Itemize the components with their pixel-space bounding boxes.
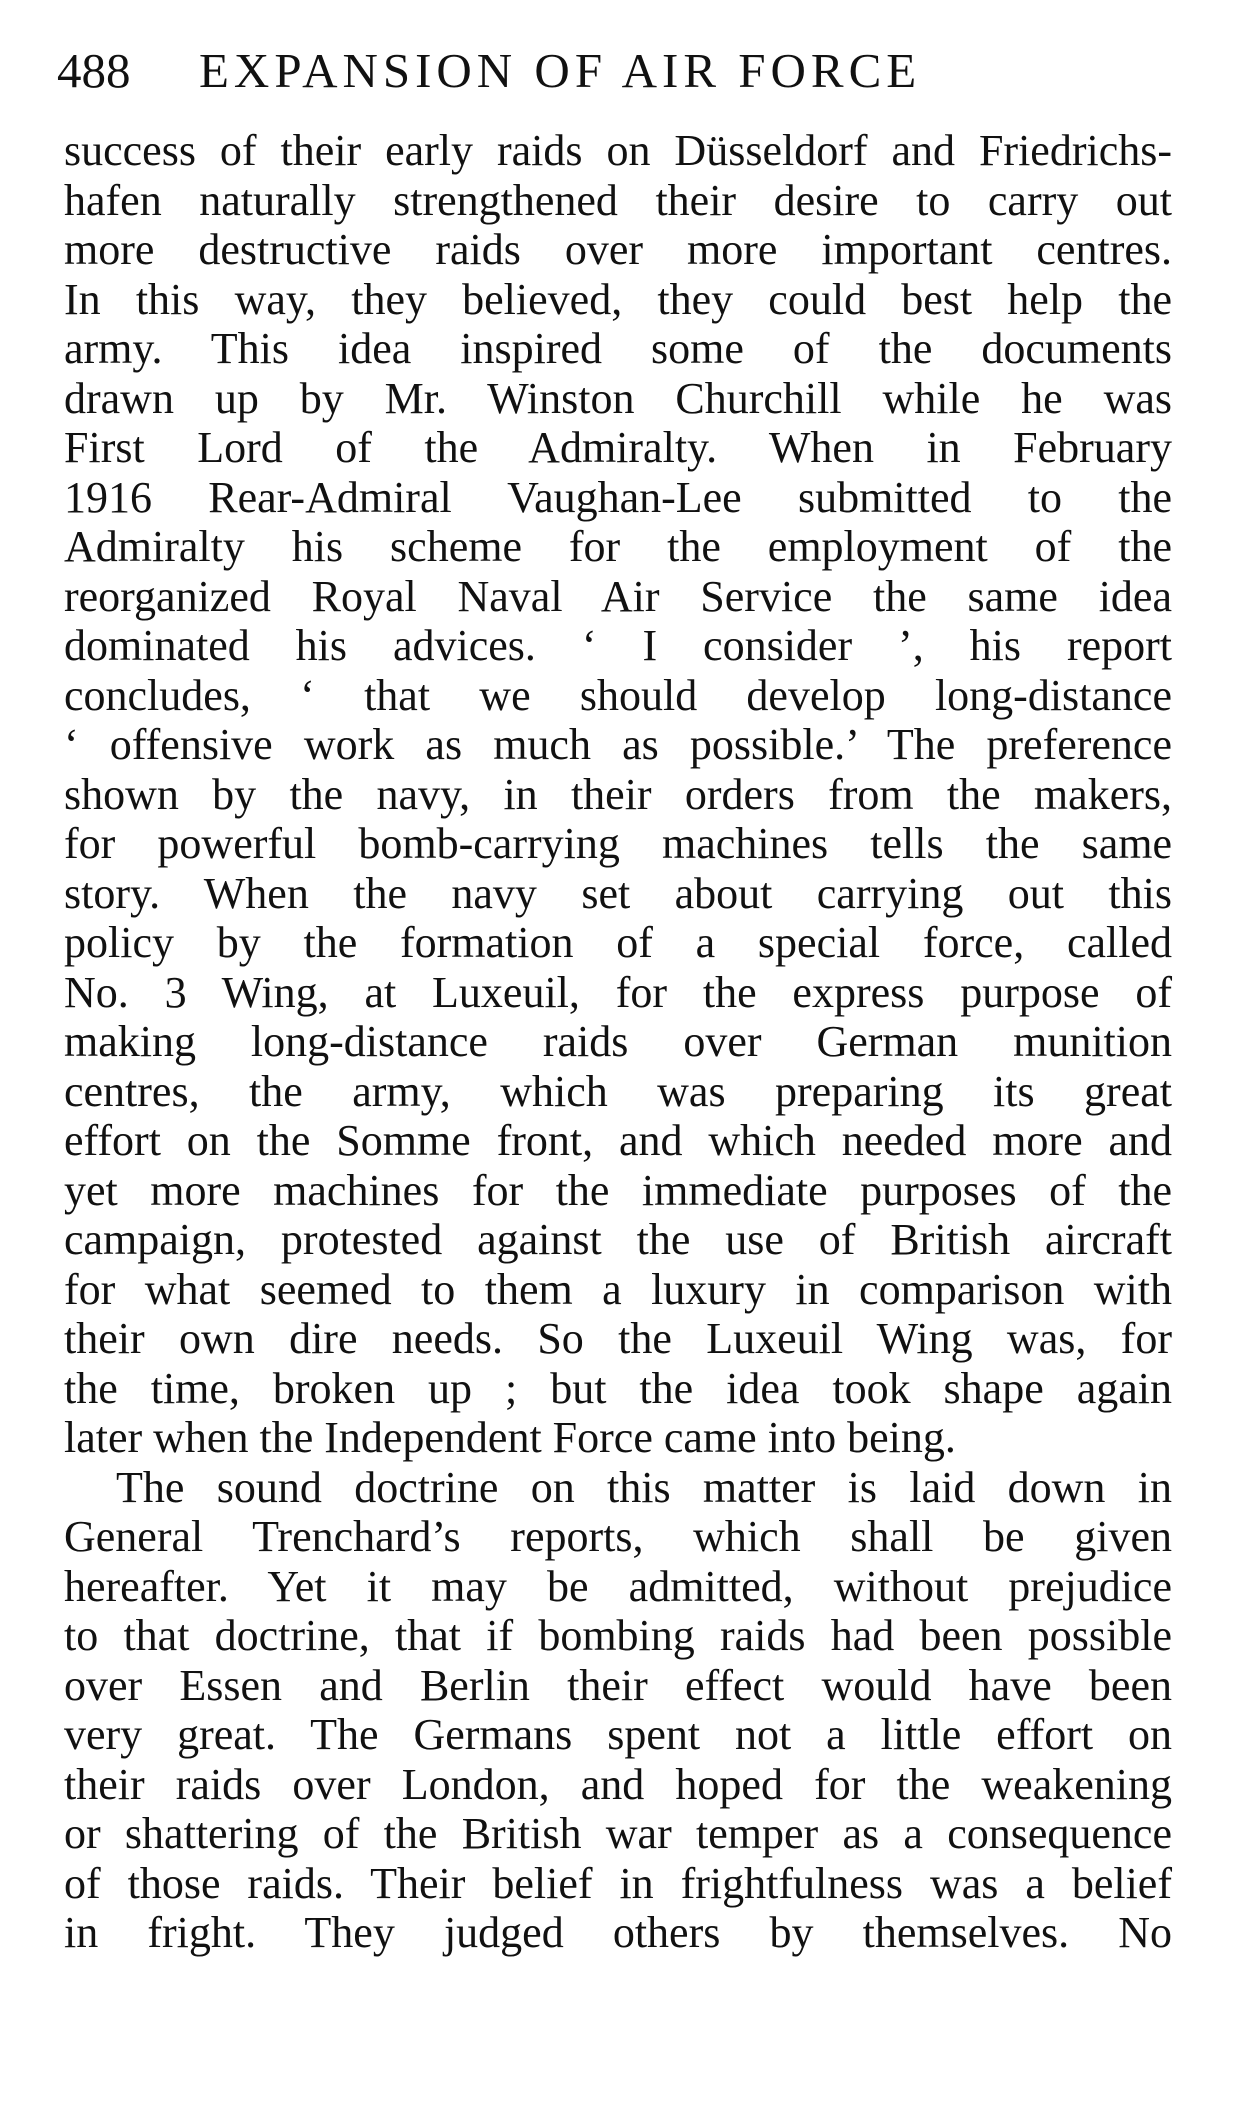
text-line: dominated his advices. ‘ I consider ’, his report — [64, 621, 1172, 670]
text-line: 1916 Rear-Admiral Vaughan-Lee submitted to the — [64, 472, 1172, 522]
text-line: for what seemed to them a luxury in comparison with — [64, 1264, 1172, 1314]
text-line: General Trenchard’s reports, which shall be given — [64, 1512, 1172, 1561]
text-line: hereafter. Yet it may be admitted, without prejudice — [64, 1561, 1172, 1611]
text-line: success of their early raids on Düsseldorf and Friedrichs- — [64, 126, 1172, 175]
text-line: for powerful bomb-carrying machines tells the same — [64, 819, 1172, 868]
text-line: later when the Independent Force came into being. — [64, 1413, 956, 1462]
text-line: more destructive raids over more important centres. — [64, 225, 1172, 274]
body-text — [64, 126, 1172, 1958]
text-line: effort on the Somme front, and which needed more and — [64, 1116, 1172, 1165]
text-line: over Essen and Berlin their effect would have been — [64, 1660, 1172, 1710]
text-line: army. This idea inspired some of the documents — [64, 324, 1172, 373]
text-line: campaign, protested against the use of British aircraft — [64, 1215, 1172, 1264]
text-line: of those raids. Their belief in frightfulness was a belief — [64, 1858, 1172, 1908]
text-line: In this way, they believed, they could best help the — [64, 274, 1172, 324]
text-line: hafen naturally strengthened their desire to carry out — [64, 175, 1172, 225]
page-header — [57, 38, 1167, 104]
text-line: very great. The Germans spent not a little effort on — [64, 1710, 1172, 1759]
text-line: Admiralty his scheme for the employment of the — [64, 522, 1172, 571]
text-line: centres, the army, which was preparing its great — [64, 1066, 1172, 1116]
running-title: EXPANSION OF AIR FORCE — [199, 43, 922, 98]
text-line: No. 3 Wing, at Luxeuil, for the express purpose of — [64, 967, 1172, 1017]
page-number: 488 — [57, 43, 131, 98]
text-line: the time, broken up ; but the idea took shape again — [64, 1363, 1172, 1413]
text-line: ‘ offensive work as much as possible.’ The preference — [64, 720, 1172, 769]
text-line: their raids over London, and hoped for the weakening — [64, 1759, 1172, 1809]
text-line: drawn up by Mr. Winston Churchill while he was — [64, 373, 1172, 423]
text-line: The sound doctrine on this matter is laid down in — [116, 1462, 1172, 1512]
text-line: policy by the formation of a special force, called — [64, 918, 1172, 967]
text-line: in fright. They judged others by themselves. No — [64, 1908, 1172, 1957]
text-line: First Lord of the Admiralty. When in February — [64, 423, 1172, 472]
text-line: story. When the navy set about carrying out this — [64, 868, 1172, 918]
text-line: to that doctrine, that if bombing raids had been possible — [64, 1611, 1172, 1660]
text-line: concludes, ‘ that we should develop long-distance — [64, 670, 1172, 720]
text-line: or shattering of the British war temper as a consequence — [64, 1809, 1172, 1858]
text-line: their own dire needs. So the Luxeuil Wing was, for — [64, 1314, 1172, 1363]
text-line: making long-distance raids over German munition — [64, 1017, 1172, 1066]
text-line: yet more machines for the immediate purposes of the — [64, 1165, 1172, 1215]
text-line: reorganized Royal Naval Air Service the same idea — [64, 571, 1172, 621]
text-line: shown by the navy, in their orders from the makers, — [64, 769, 1172, 819]
